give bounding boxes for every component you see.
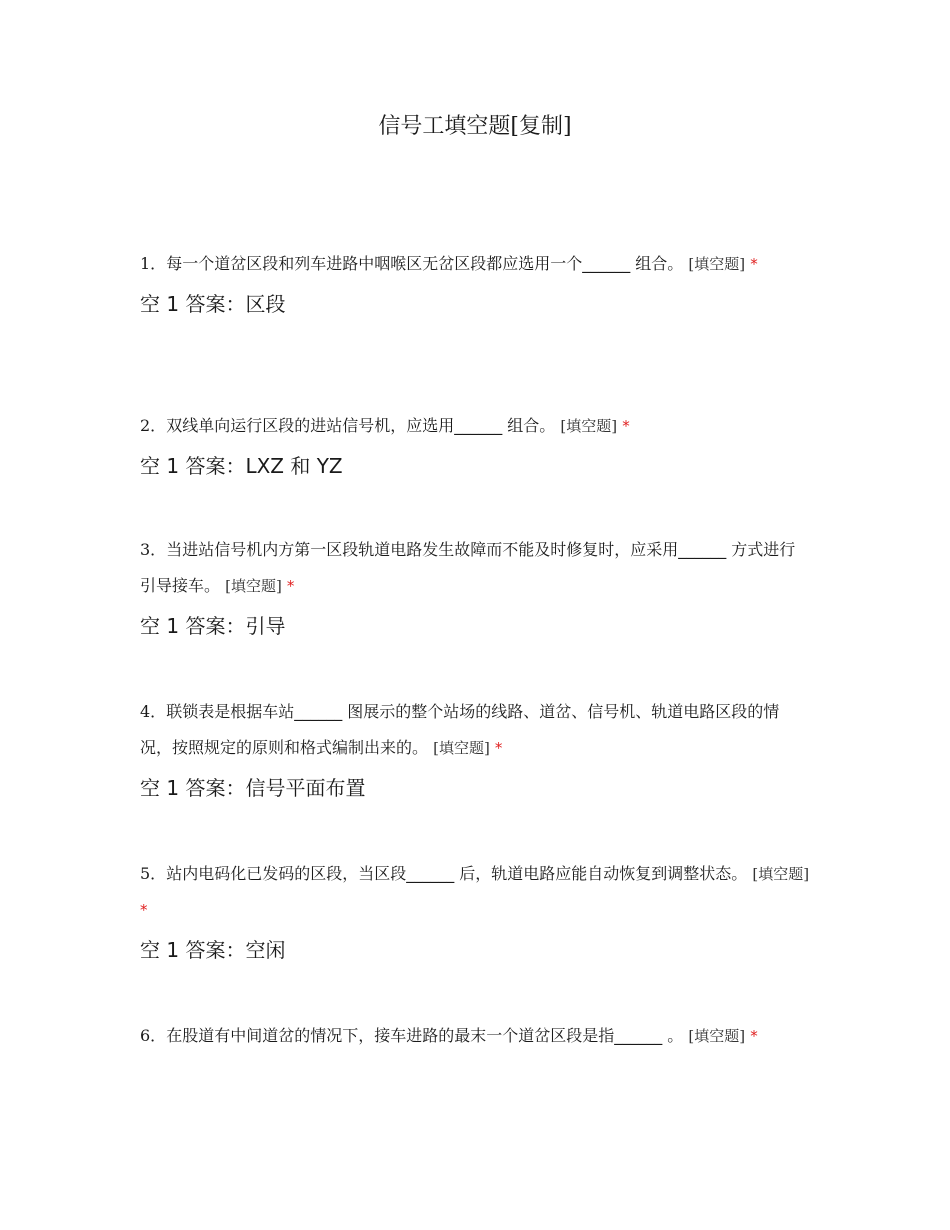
question-number: 3．	[140, 540, 167, 559]
question-type-label: [填空题]	[688, 1027, 746, 1045]
required-mark: *	[750, 1027, 758, 1045]
question-type-label: [填空题]	[560, 417, 618, 435]
required-mark: *	[286, 577, 295, 595]
question-item	[140, 408, 810, 486]
question-item	[140, 532, 810, 646]
question-text-block	[140, 694, 810, 766]
question-type-label: [填空题]	[752, 865, 810, 883]
question-text: 每一个道岔区段和列车进路中咽喉区无岔区段都应选用一个______ 组合。	[166, 254, 684, 273]
document-title: 信号工填空题[复制]	[378, 114, 572, 139]
question-text-block	[140, 532, 810, 604]
question-text: 在股道有中间道岔的情况下，接车进路的最末一个道岔区段是指______ 。	[166, 1026, 684, 1045]
question-answer: 空 1 答案：信号平面布置	[140, 776, 366, 800]
question-number: 2．	[140, 416, 167, 435]
question-number: 4．	[140, 702, 167, 721]
question-type-label: [填空题]	[688, 255, 746, 273]
question-text-block	[140, 408, 810, 444]
required-mark: *	[140, 901, 148, 919]
question-text: 联锁表是根据车站______ 图展示的整个站场的线路、道岔、信号机、轨道电路区段的情况，按照规定的原则和格式编制出来的。	[140, 702, 780, 757]
question-item	[140, 1018, 810, 1054]
question-number: 5．	[140, 864, 167, 883]
required-mark: *	[622, 417, 630, 435]
question-text-block	[140, 856, 810, 928]
required-mark: *	[494, 739, 503, 757]
question-item	[140, 246, 810, 324]
question-number: 1．	[140, 254, 167, 273]
question-item	[140, 856, 810, 970]
question-type-label: [填空题]	[433, 739, 490, 757]
required-mark: *	[750, 255, 758, 273]
question-text: 当进站信号机内方第一区段轨道电路发生故障而不能及时修复时，应采用______ 方式进行引导接车。	[140, 540, 796, 595]
question-answer: 空 1 答案：空闲	[140, 938, 286, 962]
question-number: 6．	[140, 1026, 167, 1045]
question-type-label: [填空题]	[225, 577, 282, 595]
question-text: 双线单向运行区段的进站信号机，应选用______ 组合。	[166, 416, 556, 435]
question-answer: 空 1 答案：区段	[140, 292, 286, 316]
question-text-block	[140, 1018, 810, 1054]
question-item	[140, 694, 810, 808]
question-answer: 空 1 答案：LXZ 和 YZ	[140, 454, 343, 478]
question-text: 站内电码化已发码的区段，当区段______ 后，轨道电路应能自动恢复到调整状态。	[166, 864, 748, 883]
question-answer: 空 1 答案：引导	[140, 614, 286, 638]
question-text-block	[140, 246, 810, 282]
